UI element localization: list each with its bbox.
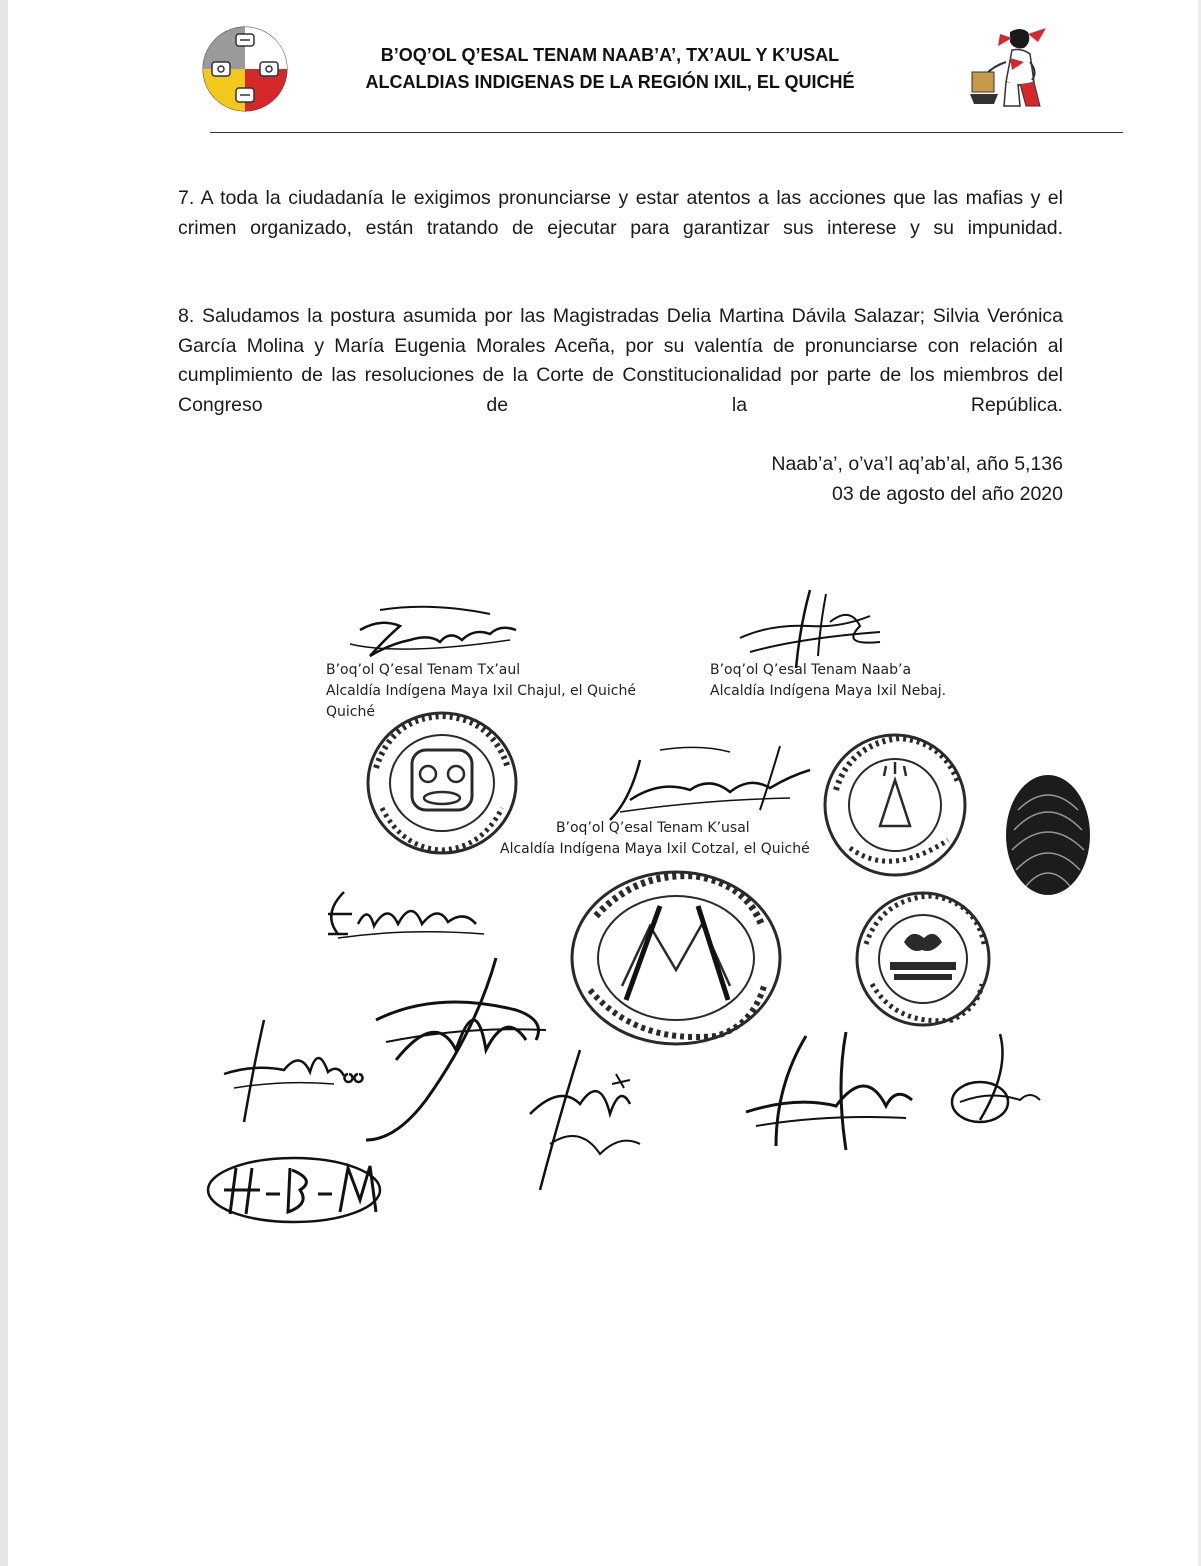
signature-row4-d xyxy=(736,1026,916,1156)
signatory-nebaj-line1: B’oq’ol Q’esal Tenam Naab’a xyxy=(710,662,912,678)
indigenous-figure-logo xyxy=(950,22,1060,112)
page-edge-left xyxy=(0,0,8,1566)
signatory-chajul-line3: Quiché xyxy=(326,704,375,720)
seal-cotzal xyxy=(820,730,970,880)
signature-row4-a xyxy=(214,1014,364,1124)
document-header-title xyxy=(330,42,890,96)
signature-cotzal xyxy=(600,740,820,830)
signature-row4-c xyxy=(520,1044,650,1194)
signatory-cotzal-line1: B’oq’ol Q’esal Tenam K’usal xyxy=(555,820,750,836)
signatory-cotzal-line2: Alcaldía Indígena Maya Ixil Cotzal, el Quiché xyxy=(500,841,810,857)
paragraph-point-8: 8. Saludamos la postura asumida por las Magistradas Delia Martina Dávila Salazar; Silvia Verónica García Molina y María Eugenia Morales Aceña, por su valentía de pronunciarse con relación al cumplimiento de las resoluciones de la Corte de Constitucionalidad por parte de los miembros del Congreso de la República. xyxy=(178,305,1063,416)
header-title-line2: ALCALDIAS INDIGENAS DE LA REGIÓN IXIL, EL QUICHÉ xyxy=(365,72,855,92)
seal-council xyxy=(566,866,786,1050)
closing-date-line: 03 de agosto del año 2020 xyxy=(832,482,1063,505)
signature-row3-left xyxy=(318,884,488,944)
paragraph-point-7: 7. A toda la ciudadanía le exigimos pronunciarse y estar atentos a las acciones que las mafias y el crimen organizado, están tratando de ejecutar para garantizar sus interese y su impunidad. xyxy=(178,187,1063,239)
signature-row5 xyxy=(200,1150,390,1230)
ixil-emblem-logo xyxy=(200,24,290,114)
signatory-nebaj-line2: Alcaldía Indígena Maya Ixil Nebaj. xyxy=(710,683,947,699)
header-divider xyxy=(210,132,1123,133)
signatory-chajul-line2: Alcaldía Indígena Maya Ixil Chajul, el Quiché xyxy=(326,683,636,699)
signature-chajul xyxy=(340,600,530,670)
seal-nebaj xyxy=(852,888,994,1030)
signature-row4-e xyxy=(940,1030,1050,1130)
fingerprint-mark xyxy=(1000,770,1096,900)
closing-place-line: Naab’a’, o’va’l aq’ab’al, año 5,136 xyxy=(771,453,1063,475)
signature-nebaj xyxy=(730,586,890,676)
seal-chajul xyxy=(362,708,522,858)
closing-date-block xyxy=(771,450,1063,509)
header-title-line1: B’OQ’OL Q’ESAL TENAM NAAB’A’, TX’AUL Y K’USAL xyxy=(380,45,840,65)
signatory-chajul-line1: B’oq’ol Q’esal Tenam Tx’aul xyxy=(326,662,521,678)
